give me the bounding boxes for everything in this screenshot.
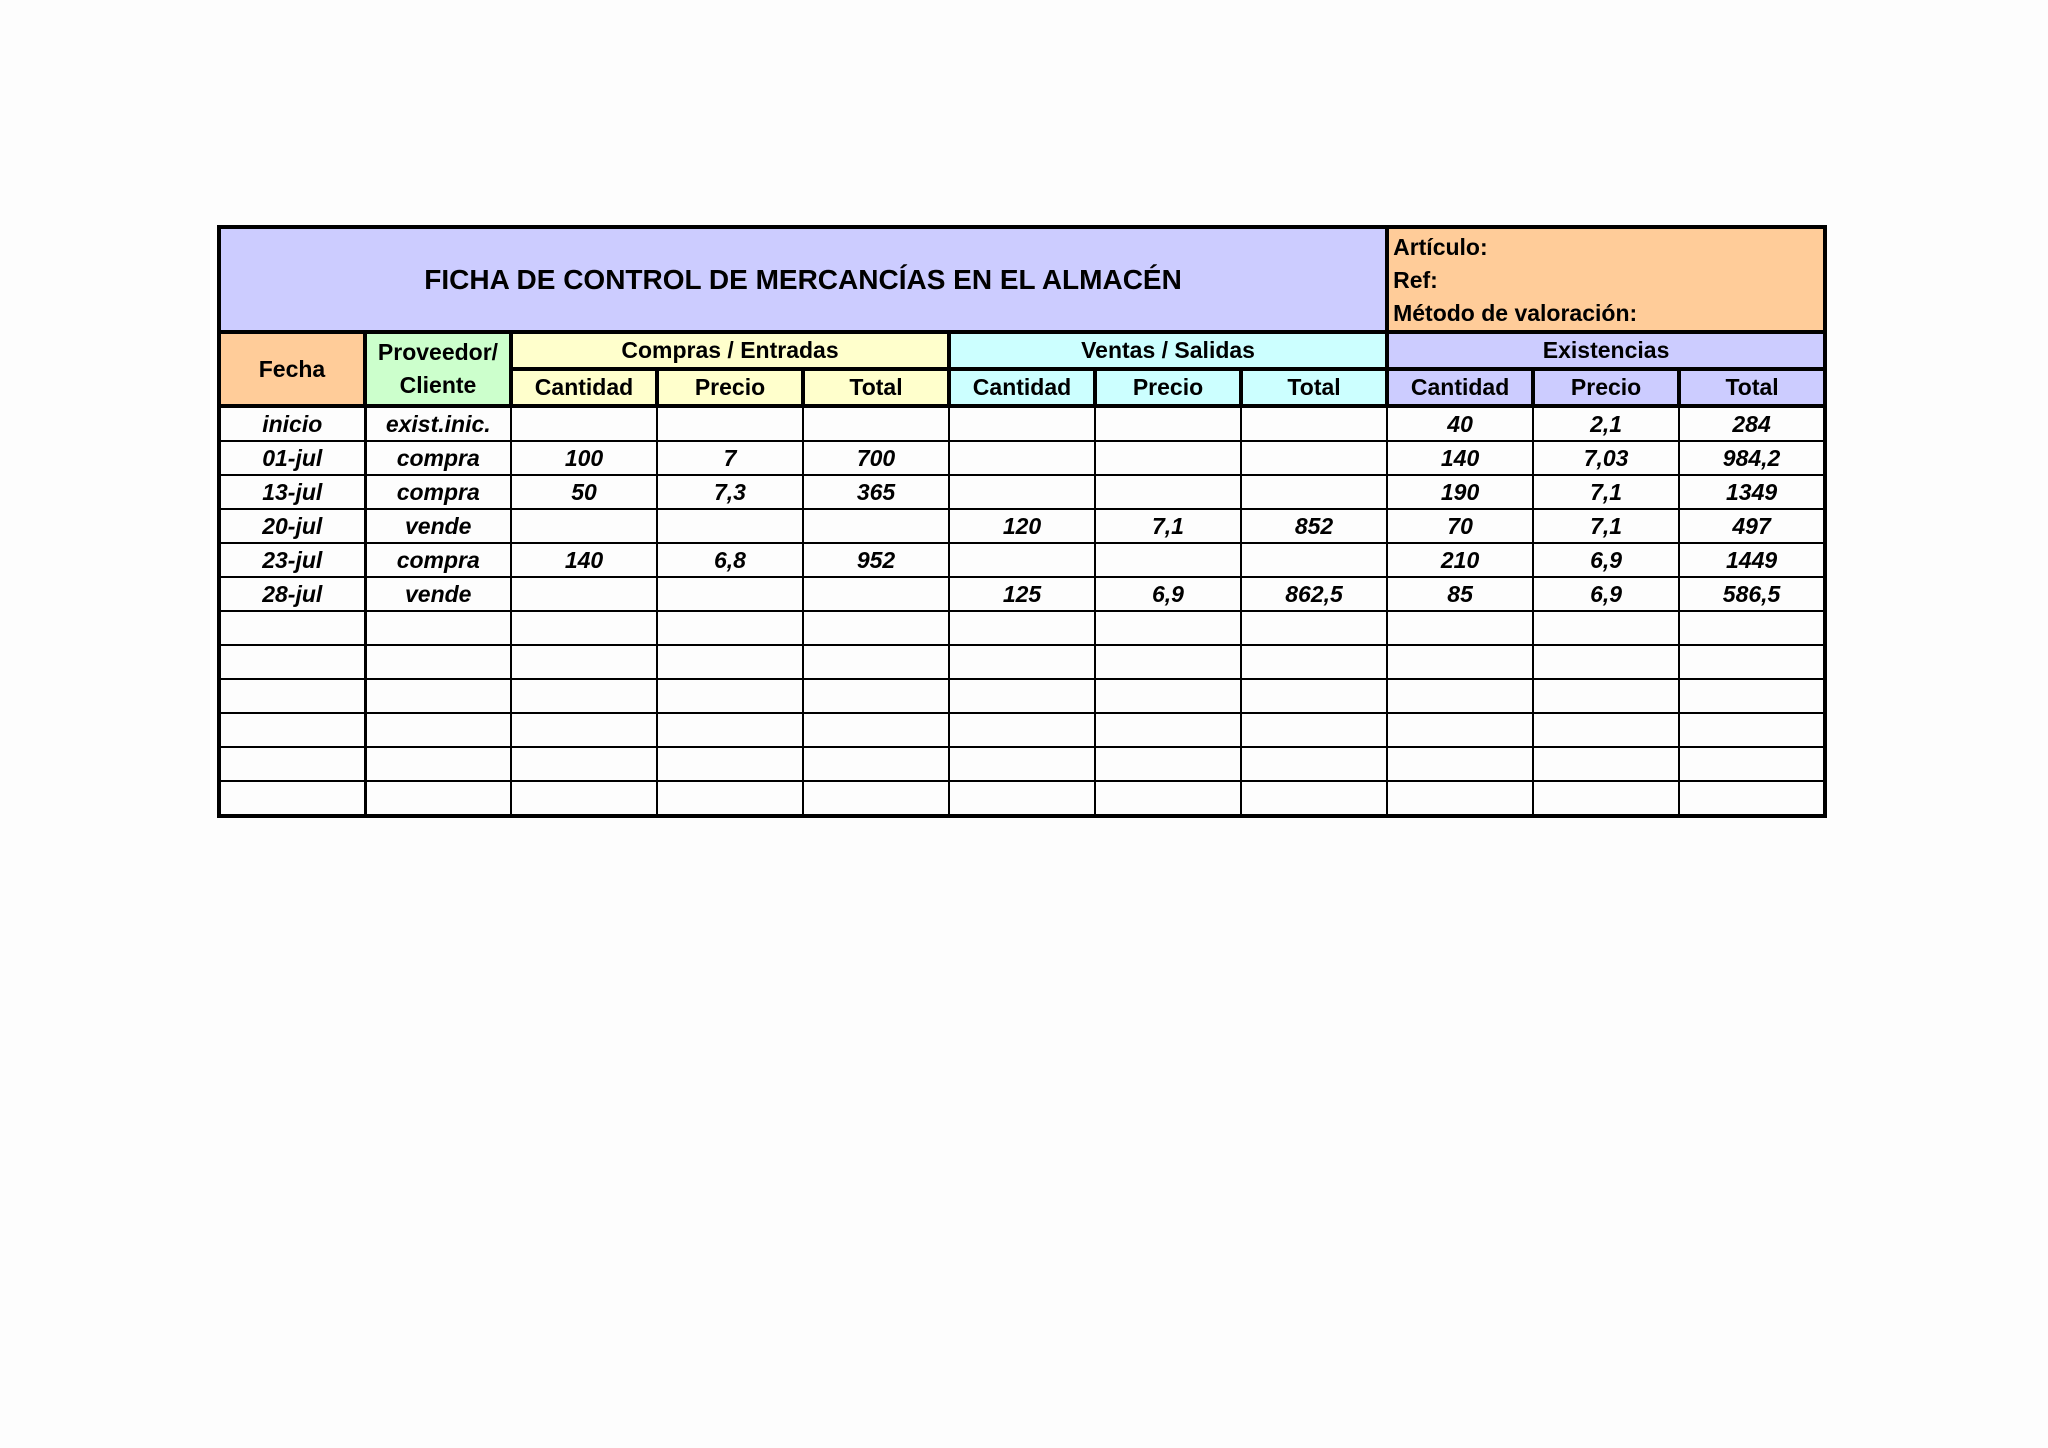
- cell-fecha: [219, 747, 365, 781]
- table-row: [219, 406, 1825, 441]
- cell-ventas-total: [1241, 679, 1387, 713]
- header-compras-precio: Precio: [657, 369, 803, 406]
- cell-ventas-cantidad: [949, 543, 1095, 577]
- cell-ventas-total: 862,5: [1241, 577, 1387, 611]
- cell-ventas-precio: [1095, 747, 1241, 781]
- cell-proveedor: exist.inic.: [365, 406, 511, 441]
- cell-compras-precio: [657, 645, 803, 679]
- cell-fecha: 13-jul: [219, 475, 365, 509]
- cell-fecha: 01-jul: [219, 441, 365, 475]
- cell-ventas-total: [1241, 441, 1387, 475]
- cell-proveedor: vende: [365, 577, 511, 611]
- cell-existencias-cantidad: [1387, 679, 1533, 713]
- cell-compras-cantidad: [511, 747, 657, 781]
- cell-compras-precio: [657, 679, 803, 713]
- cell-compras-precio: 6,8: [657, 543, 803, 577]
- cell-ventas-precio: 7,1: [1095, 509, 1241, 543]
- cell-existencias-precio: 2,1: [1533, 406, 1679, 441]
- cell-ventas-cantidad: 125: [949, 577, 1095, 611]
- cell-compras-cantidad: 140: [511, 543, 657, 577]
- cell-compras-total: [803, 713, 949, 747]
- cell-compras-precio: 7,3: [657, 475, 803, 509]
- cell-compras-cantidad: [511, 645, 657, 679]
- header-proveedor-line1: Proveedor/: [377, 339, 499, 365]
- cell-ventas-cantidad: [949, 781, 1095, 816]
- article-label: Artículo:: [1393, 234, 1488, 260]
- cell-existencias-total: [1679, 713, 1825, 747]
- cell-proveedor: compra: [365, 441, 511, 475]
- cell-fecha: [219, 611, 365, 645]
- table-row: [219, 713, 1825, 747]
- cell-fecha: inicio: [219, 406, 365, 441]
- cell-fecha: [219, 679, 365, 713]
- cell-existencias-total: [1679, 781, 1825, 816]
- header-existencias-cantidad: Cantidad: [1387, 369, 1533, 406]
- cell-existencias-total: 586,5: [1679, 577, 1825, 611]
- cell-existencias-total: 284: [1679, 406, 1825, 441]
- cell-existencias-precio: [1533, 747, 1679, 781]
- cell-existencias-cantidad: 190: [1387, 475, 1533, 509]
- table-row: [219, 781, 1825, 816]
- cell-compras-total: 952: [803, 543, 949, 577]
- cell-existencias-cantidad: [1387, 645, 1533, 679]
- cell-existencias-total: 984,2: [1679, 441, 1825, 475]
- cell-compras-cantidad: [511, 781, 657, 816]
- cell-existencias-total: 497: [1679, 509, 1825, 543]
- cell-existencias-precio: [1533, 679, 1679, 713]
- header-proveedor: [365, 332, 511, 406]
- cell-compras-precio: [657, 713, 803, 747]
- table-row: [219, 577, 1825, 611]
- cell-existencias-cantidad: 70: [1387, 509, 1533, 543]
- cell-proveedor: [365, 781, 511, 816]
- cell-compras-precio: [657, 577, 803, 611]
- cell-ventas-precio: [1095, 475, 1241, 509]
- cell-ventas-precio: [1095, 713, 1241, 747]
- cell-fecha: 23-jul: [219, 543, 365, 577]
- valuation-method-label: Método de valoración:: [1393, 300, 1638, 326]
- table-row: [219, 679, 1825, 713]
- cell-compras-precio: [657, 611, 803, 645]
- cell-existencias-total: [1679, 747, 1825, 781]
- cell-existencias-total: [1679, 679, 1825, 713]
- cell-compras-precio: [657, 406, 803, 441]
- cell-compras-total: [803, 747, 949, 781]
- cell-proveedor: [365, 611, 511, 645]
- cell-proveedor: compra: [365, 475, 511, 509]
- cell-existencias-precio: 6,9: [1533, 577, 1679, 611]
- cell-proveedor: [365, 645, 511, 679]
- cell-ventas-total: [1241, 543, 1387, 577]
- cell-ventas-total: [1241, 713, 1387, 747]
- cell-existencias-precio: 6,9: [1533, 543, 1679, 577]
- cell-ventas-cantidad: [949, 645, 1095, 679]
- cell-compras-cantidad: [511, 406, 657, 441]
- cell-ventas-cantidad: 120: [949, 509, 1095, 543]
- inventory-control-table: [217, 225, 1827, 818]
- cell-fecha: [219, 781, 365, 816]
- cell-ventas-cantidad: [949, 747, 1095, 781]
- cell-compras-total: [803, 406, 949, 441]
- header-compras-total: Total: [803, 369, 949, 406]
- header-compras: Compras / Entradas: [511, 332, 949, 369]
- header-existencias-total: Total: [1679, 369, 1825, 406]
- cell-compras-total: [803, 679, 949, 713]
- cell-existencias-cantidad: 40: [1387, 406, 1533, 441]
- cell-proveedor: vende: [365, 509, 511, 543]
- cell-existencias-total: 1449: [1679, 543, 1825, 577]
- cell-ventas-precio: [1095, 611, 1241, 645]
- header-ventas: Ventas / Salidas: [949, 332, 1387, 369]
- cell-existencias-total: 1349: [1679, 475, 1825, 509]
- header-ventas-total: Total: [1241, 369, 1387, 406]
- header-ventas-precio: Precio: [1095, 369, 1241, 406]
- cell-existencias-cantidad: 210: [1387, 543, 1533, 577]
- cell-existencias-precio: [1533, 611, 1679, 645]
- cell-compras-total: [803, 781, 949, 816]
- cell-ventas-total: [1241, 611, 1387, 645]
- cell-proveedor: [365, 747, 511, 781]
- cell-proveedor: compra: [365, 543, 511, 577]
- cell-compras-precio: 7: [657, 441, 803, 475]
- cell-fecha: 20-jul: [219, 509, 365, 543]
- cell-ventas-total: 852: [1241, 509, 1387, 543]
- table-row: [219, 441, 1825, 475]
- article-info: [1387, 227, 1825, 332]
- table-row: [219, 475, 1825, 509]
- cell-compras-precio: [657, 747, 803, 781]
- cell-existencias-cantidad: [1387, 611, 1533, 645]
- cell-compras-precio: [657, 781, 803, 816]
- cell-compras-cantidad: [511, 611, 657, 645]
- cell-existencias-precio: [1533, 713, 1679, 747]
- cell-existencias-cantidad: [1387, 713, 1533, 747]
- table-row: [219, 611, 1825, 645]
- cell-ventas-total: [1241, 475, 1387, 509]
- cell-existencias-cantidad: 85: [1387, 577, 1533, 611]
- header-proveedor-line2: Cliente: [399, 372, 477, 398]
- cell-existencias-cantidad: 140: [1387, 441, 1533, 475]
- cell-existencias-total: [1679, 611, 1825, 645]
- table-row: [219, 543, 1825, 577]
- cell-compras-precio: [657, 509, 803, 543]
- cell-proveedor: [365, 713, 511, 747]
- table-row: [219, 645, 1825, 679]
- cell-ventas-cantidad: [949, 713, 1095, 747]
- cell-existencias-cantidad: [1387, 747, 1533, 781]
- cell-fecha: [219, 645, 365, 679]
- cell-existencias-precio: [1533, 645, 1679, 679]
- header-compras-cantidad: Cantidad: [511, 369, 657, 406]
- header-existencias-precio: Precio: [1533, 369, 1679, 406]
- table-row: [219, 509, 1825, 543]
- cell-ventas-cantidad: [949, 475, 1095, 509]
- cell-ventas-precio: [1095, 441, 1241, 475]
- cell-existencias-cantidad: [1387, 781, 1533, 816]
- cell-existencias-precio: 7,1: [1533, 475, 1679, 509]
- cell-compras-total: [803, 577, 949, 611]
- cell-ventas-precio: [1095, 406, 1241, 441]
- cell-compras-total: 700: [803, 441, 949, 475]
- header-ventas-cantidad: Cantidad: [949, 369, 1095, 406]
- cell-existencias-precio: [1533, 781, 1679, 816]
- cell-compras-cantidad: 100: [511, 441, 657, 475]
- cell-compras-total: 365: [803, 475, 949, 509]
- cell-existencias-precio: 7,03: [1533, 441, 1679, 475]
- table-body: [219, 406, 1825, 816]
- page-title: FICHA DE CONTROL DE MERCANCÍAS EN EL ALMACÉN: [219, 227, 1387, 332]
- cell-ventas-precio: [1095, 679, 1241, 713]
- cell-compras-total: [803, 645, 949, 679]
- cell-ventas-total: [1241, 406, 1387, 441]
- cell-fecha: 28-jul: [219, 577, 365, 611]
- cell-proveedor: [365, 679, 511, 713]
- cell-ventas-cantidad: [949, 679, 1095, 713]
- header-existencias: Existencias: [1387, 332, 1825, 369]
- header-fecha: Fecha: [219, 332, 365, 406]
- cell-compras-total: [803, 509, 949, 543]
- cell-ventas-cantidad: [949, 441, 1095, 475]
- cell-compras-total: [803, 611, 949, 645]
- cell-ventas-precio: [1095, 543, 1241, 577]
- cell-compras-cantidad: 50: [511, 475, 657, 509]
- cell-ventas-cantidad: [949, 406, 1095, 441]
- cell-compras-cantidad: [511, 577, 657, 611]
- cell-ventas-precio: [1095, 645, 1241, 679]
- cell-ventas-total: [1241, 645, 1387, 679]
- cell-compras-cantidad: [511, 713, 657, 747]
- cell-existencias-total: [1679, 645, 1825, 679]
- cell-compras-cantidad: [511, 509, 657, 543]
- table-row: [219, 747, 1825, 781]
- cell-ventas-precio: [1095, 781, 1241, 816]
- cell-ventas-total: [1241, 747, 1387, 781]
- ref-label: Ref:: [1393, 267, 1438, 293]
- cell-ventas-cantidad: [949, 611, 1095, 645]
- cell-fecha: [219, 713, 365, 747]
- cell-ventas-precio: 6,9: [1095, 577, 1241, 611]
- cell-ventas-total: [1241, 781, 1387, 816]
- cell-compras-cantidad: [511, 679, 657, 713]
- cell-existencias-precio: 7,1: [1533, 509, 1679, 543]
